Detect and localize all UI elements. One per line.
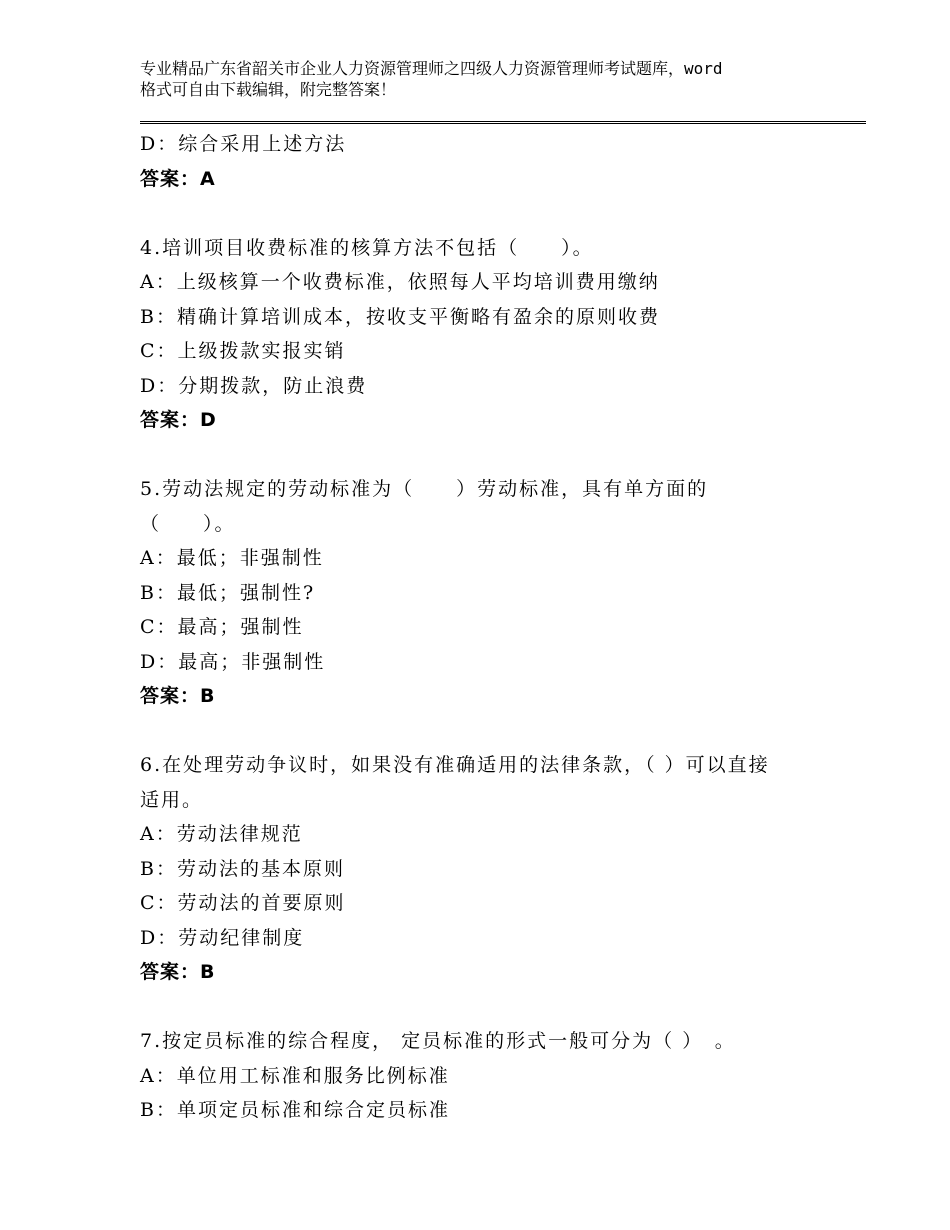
option-d: D：综合采用上述方法 bbox=[140, 133, 347, 155]
option-d: D：最高；非强制性 bbox=[140, 650, 326, 673]
answer: 答案：B bbox=[140, 685, 216, 707]
question-stem-line-2: （ ）。 bbox=[140, 512, 236, 535]
spacer bbox=[140, 990, 866, 1025]
option-a: A：最低；非强制性 bbox=[140, 547, 324, 569]
option-d: D：分期拨款，防止浪费 bbox=[140, 374, 368, 397]
document-header bbox=[140, 58, 840, 100]
spacer bbox=[140, 438, 866, 473]
option-c: C：上级拨款实报实销 bbox=[140, 340, 346, 362]
option-b: B：劳动法的基本原则 bbox=[140, 857, 345, 880]
question-4 bbox=[140, 231, 866, 438]
option-a: A：单位用工标准和服务比例标准 bbox=[140, 1064, 450, 1087]
question-5 bbox=[140, 472, 866, 714]
option-d: D：劳动纪律制度 bbox=[140, 926, 305, 949]
question-stem: 7.按定员标准的综合程度， 定员标准的形式一般可分为（ ） 。 bbox=[140, 1030, 736, 1052]
question-stem-line-1: 6.在处理劳动争议时，如果没有准确适用的法律条款，（ ）可以直接 bbox=[140, 754, 770, 776]
question-stem: 4.培训项目收费标准的核算方法不包括（ ）。 bbox=[140, 236, 594, 259]
option-c: C：劳动法的首要原则 bbox=[140, 892, 346, 914]
answer: 答案：D bbox=[140, 409, 217, 431]
header-title-line-1: 专业精品广东省韶关市企业人力资源管理师之四级人力资源管理师考试题库，word bbox=[140, 59, 723, 78]
question-3-tail bbox=[140, 127, 866, 196]
option-c: C：最高；强制性 bbox=[140, 616, 304, 638]
option-b: B：单项定员标准和综合定员标准 bbox=[140, 1099, 450, 1121]
question-6 bbox=[140, 748, 866, 990]
option-a: A：劳动法律规范 bbox=[140, 823, 303, 845]
question-7 bbox=[140, 1024, 866, 1128]
answer: 答案：B bbox=[140, 961, 216, 983]
question-stem-line-1: 5.劳动法规定的劳动标准为（ ）劳动标准，具有单方面的 bbox=[140, 478, 709, 500]
option-b: B：精确计算培训成本，按收支平衡略有盈余的原则收费 bbox=[140, 305, 660, 328]
question-list bbox=[140, 127, 866, 1128]
option-a: A：上级核算一个收费标准，依照每人平均培训费用缴纳 bbox=[140, 271, 660, 293]
answer: 答案：A bbox=[140, 167, 216, 190]
spacer bbox=[140, 714, 866, 749]
option-b: B：最低；强制性? bbox=[140, 581, 316, 604]
header-divider bbox=[140, 121, 866, 124]
spacer bbox=[140, 196, 866, 231]
header-title-line-2: 格式可自由下载编辑，附完整答案！ bbox=[140, 80, 397, 99]
question-stem-line-2: 适用。 bbox=[140, 788, 204, 811]
